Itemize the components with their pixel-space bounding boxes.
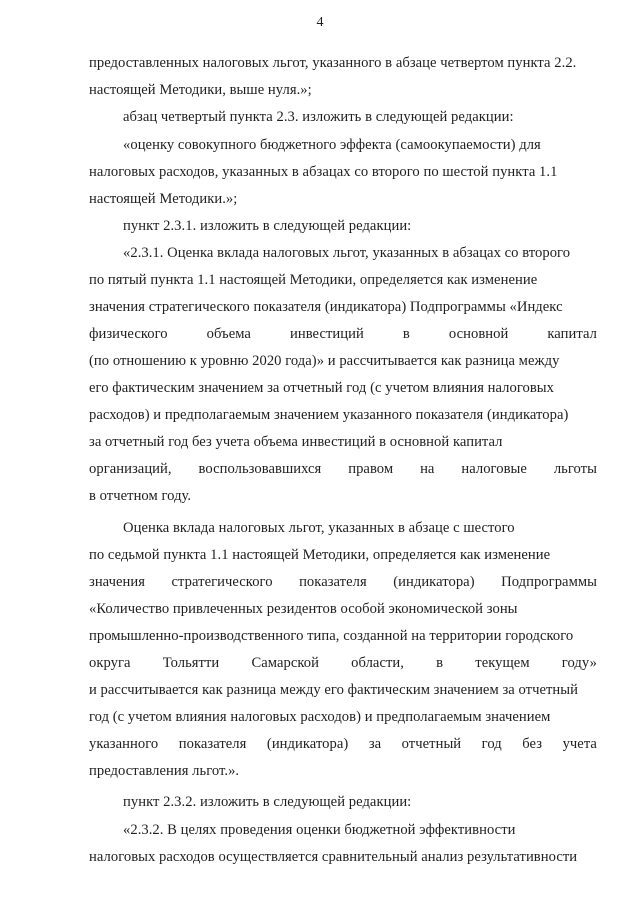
word: физического bbox=[89, 326, 168, 342]
word: на bbox=[420, 461, 435, 477]
word: области, bbox=[351, 655, 404, 671]
word: без bbox=[522, 736, 543, 752]
text-line: промышленно-производственного типа, созданной на территории городского bbox=[89, 628, 574, 644]
word: основной bbox=[448, 326, 509, 342]
page-number: 4 bbox=[316, 15, 324, 30]
text-line: настоящей Методики, выше нуля.»; bbox=[89, 82, 312, 98]
word: году» bbox=[561, 655, 597, 671]
text-line: год (с учетом влияния налоговых расходов) и предполагаемым значением bbox=[89, 709, 551, 725]
text-line: «2.3.2. В целях проведения оценки бюджетной эффективности bbox=[123, 822, 516, 838]
word: в bbox=[402, 326, 410, 342]
word: в bbox=[436, 655, 444, 671]
text-line bbox=[89, 459, 597, 479]
word: показателя bbox=[178, 736, 247, 752]
text-line bbox=[89, 653, 597, 673]
text-line: пункт 2.3.1. изложить в следующей редакции: bbox=[123, 218, 412, 234]
text-line: его фактическим значением за отчетный год (с учетом влияния налоговых bbox=[89, 380, 555, 396]
word: правом bbox=[348, 461, 394, 477]
word: капитал bbox=[547, 326, 597, 342]
text-line: Оценка вклада налоговых льгот, указанных в абзаце с шестого bbox=[123, 520, 515, 536]
word: год bbox=[481, 736, 502, 752]
text-line: предоставленных налоговых льгот, указанного в абзаце четвертом пункта 2.2. bbox=[89, 55, 577, 71]
text-line: расходов) и предполагаемым значением указанного показателя (индикатора) bbox=[89, 407, 569, 423]
text-line: (по отношению к уровню 2020 года)» и рассчитывается как разница между bbox=[89, 353, 560, 369]
word: учета bbox=[562, 736, 597, 752]
word: организаций, bbox=[89, 461, 172, 477]
word: льготы bbox=[553, 461, 597, 477]
text-line: за отчетный год без учета объема инвестиций в основной капитал bbox=[89, 434, 503, 450]
text-line: в отчетном году. bbox=[89, 488, 192, 504]
text-line: настоящей Методики.»; bbox=[89, 191, 238, 207]
word: указанного bbox=[89, 736, 159, 752]
text-line: предоставления льгот.». bbox=[89, 763, 240, 779]
word: (индикатора) bbox=[393, 574, 475, 590]
word: значения bbox=[89, 574, 146, 590]
word: Самарской bbox=[251, 655, 319, 671]
text-line: налоговых расходов осуществляется сравнительный анализ результативности bbox=[89, 849, 578, 865]
word: воспользовавшихся bbox=[198, 461, 322, 477]
text-line: и рассчитывается как разница между его фактическим значением за отчетный bbox=[89, 682, 578, 698]
text-line: «Количество привлеченных резидентов особой экономической зоны bbox=[89, 601, 518, 617]
word: за bbox=[368, 736, 382, 752]
word: Подпрограммы bbox=[501, 574, 597, 590]
text-line: «2.3.1. Оценка вклада налоговых льгот, указанных в абзацах со второго bbox=[123, 245, 571, 261]
text-line: по пятый пункта 1.1 настоящей Методики, определяется как изменение bbox=[89, 272, 538, 288]
text-line bbox=[89, 734, 597, 754]
text-line bbox=[89, 324, 597, 344]
text-line: налоговых расходов, указанных в абзацах со второго по шестой пункта 1.1 bbox=[89, 164, 558, 180]
text-line: «оценку совокупного бюджетного эффекта (самоокупаемости) для bbox=[123, 137, 541, 153]
word: инвестиций bbox=[289, 326, 364, 342]
word: стратегического bbox=[171, 574, 273, 590]
word: округа bbox=[89, 655, 131, 671]
word: объема bbox=[206, 326, 251, 342]
text-line: значения стратегического показателя (индикатора) Подпрограммы «Индекс bbox=[89, 299, 563, 315]
text-line: пункт 2.3.2. изложить в следующей редакции: bbox=[123, 794, 412, 810]
word: (индикатора) bbox=[266, 736, 349, 752]
text-line: по седьмой пункта 1.1 настоящей Методики, определяется как изменение bbox=[89, 547, 551, 563]
word: Тольятти bbox=[162, 655, 220, 671]
word: показателя bbox=[299, 574, 367, 590]
text-line: абзац четвертый пункта 2.3. изложить в следующей редакции: bbox=[123, 109, 514, 125]
word: текущем bbox=[475, 655, 530, 671]
word: налоговые bbox=[461, 461, 527, 477]
text-line bbox=[89, 572, 597, 592]
word: отчетный bbox=[401, 736, 462, 752]
